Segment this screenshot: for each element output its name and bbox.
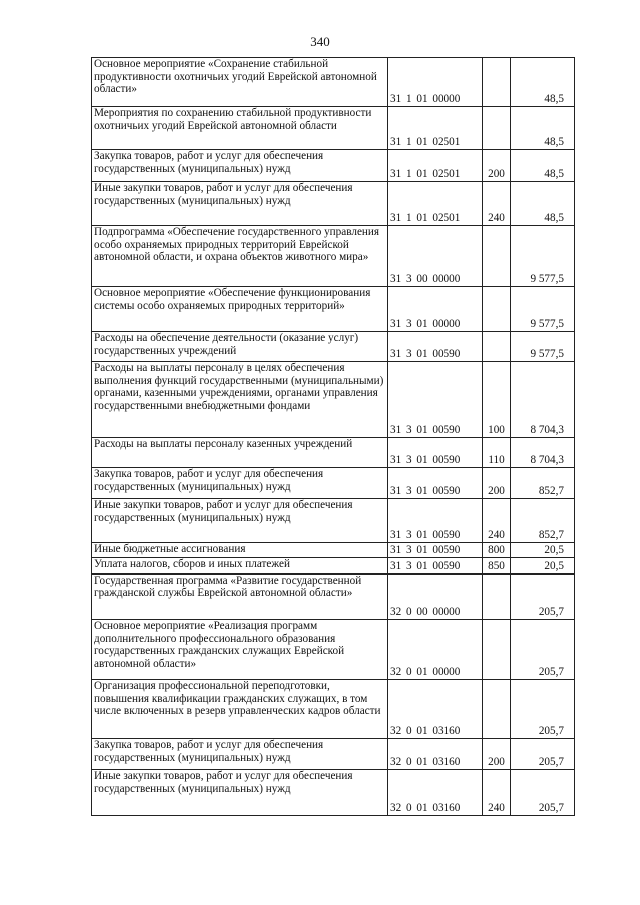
- cell-vid: 100: [483, 362, 511, 438]
- cell-code: 31 3 00 00000: [388, 226, 483, 287]
- cell-name: Организация профессиональной переподготовки, повышения квалификации гражданских служащих, в том числе включенных в резерв управленческих кадров области: [92, 680, 388, 739]
- cell-sum: 205,7: [511, 620, 575, 680]
- cell-sum: 852,7: [511, 468, 575, 499]
- cell-code: 31 1 01 02501: [388, 150, 483, 182]
- cell-code: 31 3 01 00590: [388, 362, 483, 438]
- cell-sum: 9 577,5: [511, 332, 575, 362]
- cell-code: 31 3 01 00590: [388, 468, 483, 499]
- table-row: [92, 620, 575, 680]
- table-row: [92, 182, 575, 226]
- cell-vid: 200: [483, 468, 511, 499]
- cell-name: Основное мероприятие «Обеспечение функционирования системы особо охраняемых природных территорий»: [92, 287, 388, 332]
- cell-code: 31 3 01 00590: [388, 332, 483, 362]
- cell-vid: [483, 287, 511, 332]
- cell-sum: 852,7: [511, 499, 575, 543]
- cell-vid: 850: [483, 558, 511, 574]
- cell-name: Иные закупки товаров, работ и услуг для обеспечения государственных (муниципальных) нужд: [92, 499, 388, 543]
- cell-name: Расходы на обеспечение деятельности (оказание услуг) государственных учреждений: [92, 332, 388, 362]
- page-number: 340: [310, 34, 330, 49]
- cell-name: Иные бюджетные ассигнования: [92, 543, 388, 558]
- table-row: [92, 150, 575, 182]
- cell-name: Закупка товаров, работ и услуг для обеспечения государственных (муниципальных) нужд: [92, 468, 388, 499]
- cell-sum: 9 577,5: [511, 287, 575, 332]
- cell-name: Расходы на выплаты персоналу в целях обеспечения выполнения функций государственными (муниципальными) органами, казенными учреждениями, органами управления государственными внебюджетными фондами: [92, 362, 388, 438]
- cell-vid: 240: [483, 770, 511, 816]
- cell-code: 31 1 01 02501: [388, 107, 483, 150]
- cell-sum: 8 704,3: [511, 438, 575, 468]
- cell-code: 31 3 01 00590: [388, 438, 483, 468]
- cell-code: 31 1 01 02501: [388, 182, 483, 226]
- table-row: [92, 739, 575, 770]
- cell-vid: [483, 226, 511, 287]
- cell-vid: [483, 620, 511, 680]
- cell-vid: [483, 680, 511, 739]
- table-row: [92, 362, 575, 438]
- cell-code: 31 3 01 00590: [388, 543, 483, 558]
- table-row: [92, 226, 575, 287]
- table-row: [92, 438, 575, 468]
- table-row: [92, 770, 575, 816]
- table-row: [92, 558, 575, 574]
- cell-name: Основное мероприятие «Реализация программ дополнительного профессионального образования государственных гражданских служащих Еврейской автономной области»: [92, 620, 388, 680]
- cell-name: Закупка товаров, работ и услуг для обеспечения государственных (муниципальных) нужд: [92, 739, 388, 770]
- table-row: [92, 287, 575, 332]
- cell-vid: 240: [483, 499, 511, 543]
- cell-name: Иные закупки товаров, работ и услуг для обеспечения государственных (муниципальных) нужд: [92, 182, 388, 226]
- cell-code: 32 0 00 00000: [388, 574, 483, 620]
- cell-code: 32 0 01 03160: [388, 680, 483, 739]
- table-row: [92, 574, 575, 620]
- table-body: [92, 58, 575, 816]
- cell-sum: 48,5: [511, 107, 575, 150]
- table-row: [92, 332, 575, 362]
- cell-code: 31 3 01 00590: [388, 499, 483, 543]
- cell-sum: 205,7: [511, 739, 575, 770]
- cell-name: Подпрограмма «Обеспечение государственного управления особо охраняемых природных территорий Еврейской автономной области, и охрана объектов животного мира»: [92, 226, 388, 287]
- table-row: [92, 58, 575, 107]
- cell-name: Закупка товаров, работ и услуг для обеспечения государственных (муниципальных) нужд: [92, 150, 388, 182]
- table-row: [92, 468, 575, 499]
- cell-sum: 205,7: [511, 680, 575, 739]
- cell-code: 32 0 01 00000: [388, 620, 483, 680]
- cell-name: Основное мероприятие «Сохранение стабильной продуктивности охотничьих угодий Еврейской автономной области»: [92, 58, 388, 107]
- cell-sum: 9 577,5: [511, 226, 575, 287]
- cell-code: 32 0 01 03160: [388, 739, 483, 770]
- cell-name: Иные закупки товаров, работ и услуг для обеспечения государственных (муниципальных) нужд: [92, 770, 388, 816]
- cell-vid: 200: [483, 150, 511, 182]
- cell-sum: 20,5: [511, 558, 575, 574]
- table-row: [92, 680, 575, 739]
- cell-name: Уплата налогов, сборов и иных платежей: [92, 558, 388, 574]
- budget-table: [91, 57, 575, 816]
- cell-vid: 110: [483, 438, 511, 468]
- cell-vid: [483, 332, 511, 362]
- cell-sum: 48,5: [511, 150, 575, 182]
- cell-sum: 48,5: [511, 58, 575, 107]
- cell-code: 31 1 01 00000: [388, 58, 483, 107]
- table-row: [92, 107, 575, 150]
- cell-name: Государственная программа «Развитие государственной гражданской службы Еврейской автономной области»: [92, 574, 388, 620]
- cell-vid: 200: [483, 739, 511, 770]
- cell-name: Расходы на выплаты персоналу казенных учреждений: [92, 438, 388, 468]
- cell-sum: 20,5: [511, 543, 575, 558]
- cell-name: Мероприятия по сохранению стабильной продуктивности охотничьих угодий Еврейской автономной области: [92, 107, 388, 150]
- cell-code: 32 0 01 03160: [388, 770, 483, 816]
- table-row: [92, 499, 575, 543]
- cell-vid: 240: [483, 182, 511, 226]
- cell-code: 31 3 01 00000: [388, 287, 483, 332]
- cell-sum: 8 704,3: [511, 362, 575, 438]
- cell-vid: 800: [483, 543, 511, 558]
- cell-vid: [483, 107, 511, 150]
- cell-sum: 205,7: [511, 770, 575, 816]
- table-row: [92, 543, 575, 558]
- cell-vid: [483, 574, 511, 620]
- cell-sum: 48,5: [511, 182, 575, 226]
- cell-sum: 205,7: [511, 574, 575, 620]
- cell-code: 31 3 01 00590: [388, 558, 483, 574]
- cell-vid: [483, 58, 511, 107]
